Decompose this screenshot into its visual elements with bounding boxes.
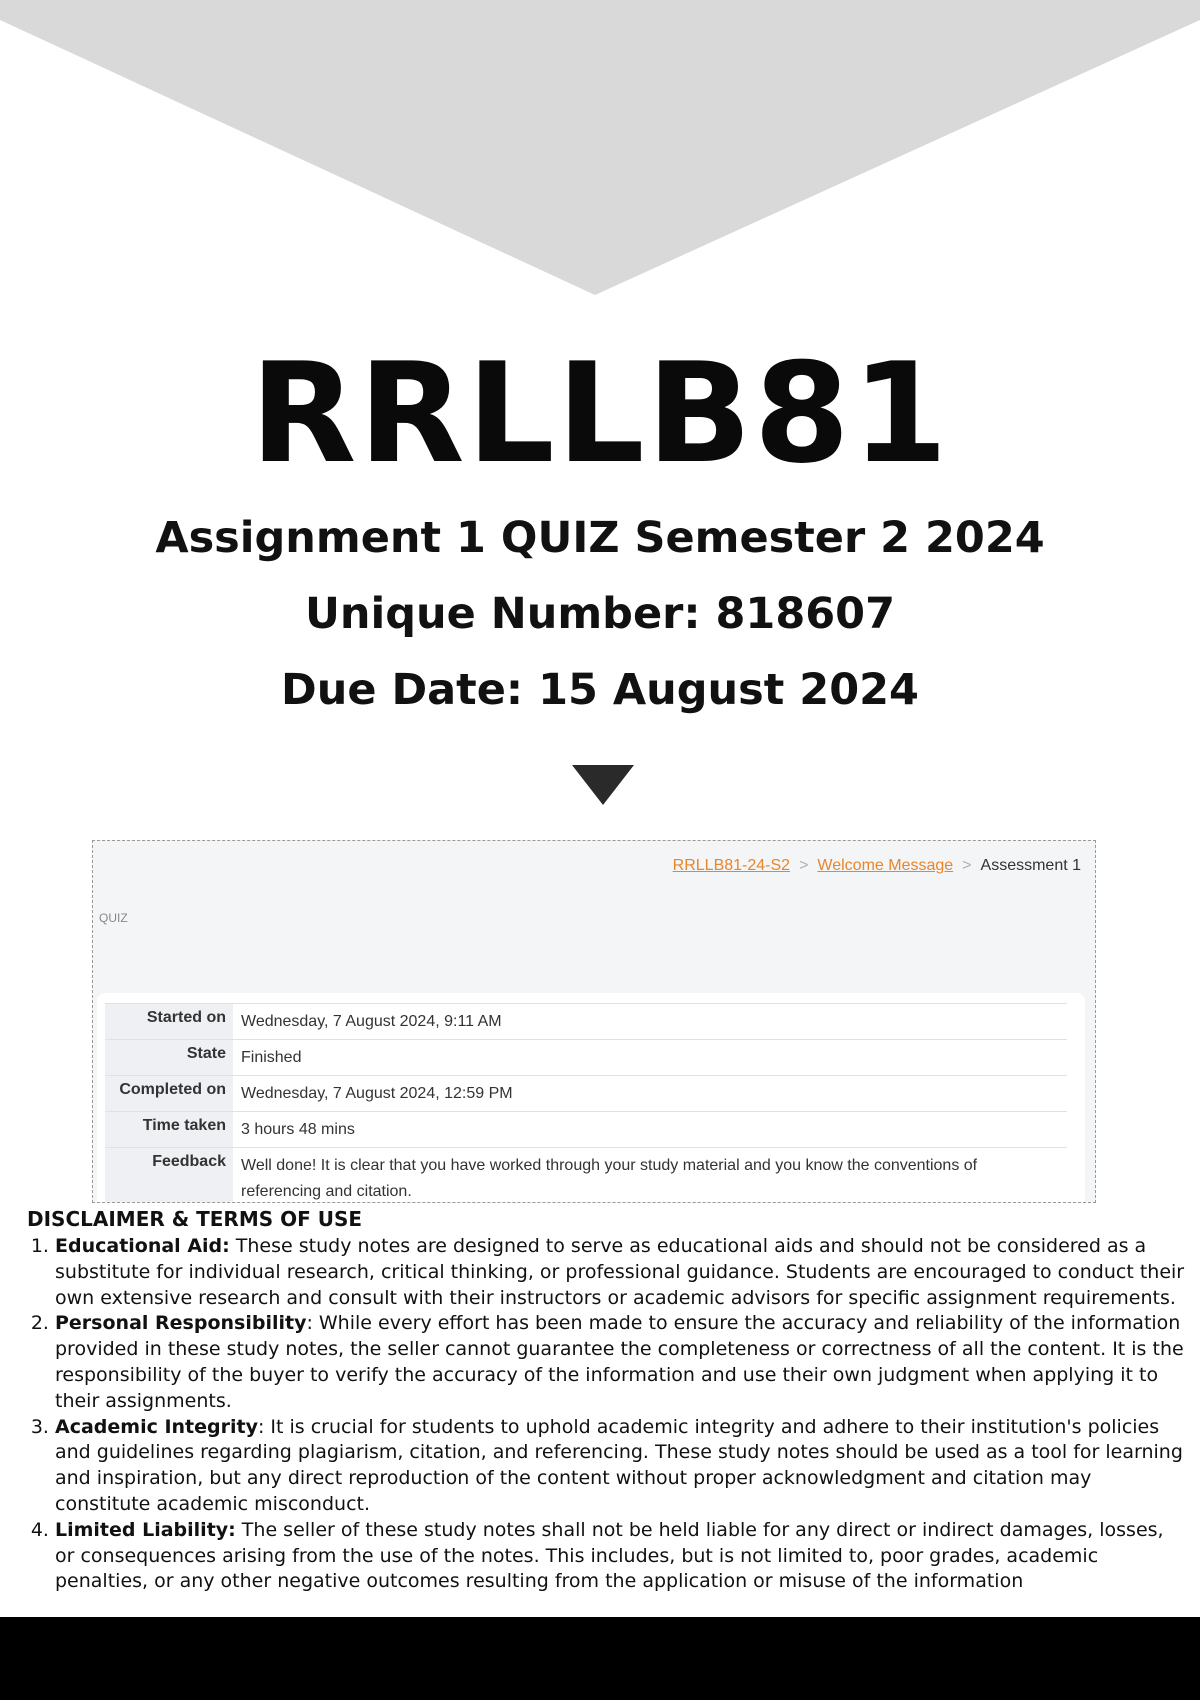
table-row — [105, 1004, 1067, 1040]
breadcrumb-welcome-link[interactable]: Welcome Message — [817, 857, 954, 874]
item-text: : While every effort has been made to ensure the accuracy and reliability of the information provided in these study notes, the seller cannot guarantee the completeness or correctness of all the content. It is the responsibility of the buyer to verify the accuracy of the information and use their own judgment when applying it to their assignments. — [55, 1312, 1184, 1412]
table-row — [105, 1040, 1067, 1076]
due-date: Due Date: 15 August 2024 — [281, 665, 919, 715]
row-label: Time taken — [105, 1112, 233, 1148]
row-value: Wednesday, 7 August 2024, 9:11 AM — [233, 1004, 1067, 1040]
quiz-result-screenshot — [92, 840, 1096, 1203]
item-text: The seller of these study notes shall not be held liable for any direct or indirect damages, losses, or consequences arising from the use of the notes. This includes, but is not limited to, poor grades, academic penalties, or any other negative outcomes resulting from the application or misuse of the information — [55, 1518, 1164, 1593]
disclaimer-list — [17, 1234, 1187, 1595]
table-row — [105, 1076, 1067, 1112]
item-title: Limited Liability: — [55, 1518, 236, 1541]
item-text: These study notes are designed to serve as educational aids and should not be considered as a substitute for individual research, critical thinking, or professional guidance. Students are encouraged to conduct their own extensive research and consult with their instructors or academic advisors for specific assignment requirements. — [55, 1235, 1185, 1309]
row-label: Completed on — [105, 1076, 233, 1112]
table-row — [105, 1148, 1067, 1204]
list-item — [55, 1234, 1187, 1311]
disclaimer-heading: DISCLAIMER & TERMS OF USE — [27, 1207, 363, 1231]
breadcrumb-current: Assessment 1 — [980, 857, 1081, 874]
quiz-tag-label: QUIZ — [99, 911, 128, 925]
item-title: Personal Responsibility — [55, 1312, 307, 1335]
cover-chevron-shape — [0, 0, 1200, 300]
list-item — [55, 1415, 1187, 1518]
row-value: 3 hours 48 mins — [233, 1112, 1067, 1148]
row-label: State — [105, 1040, 233, 1076]
row-label: Started on — [105, 1004, 233, 1040]
item-title: Educational Aid: — [55, 1235, 230, 1257]
item-title: Academic Integrity — [55, 1415, 258, 1438]
chevron-right-icon: > — [799, 857, 809, 874]
course-code-title: RRLLB81 — [250, 333, 950, 494]
chevron-right-icon: > — [962, 857, 972, 874]
attempt-summary-table — [105, 1003, 1067, 1203]
row-value: Wednesday, 7 August 2024, 12:59 PM — [233, 1076, 1067, 1112]
breadcrumb-course-link[interactable]: RRLLB81-24-S2 — [672, 857, 791, 874]
list-item — [55, 1518, 1187, 1595]
row-value: Finished — [233, 1040, 1067, 1076]
arrow-down-icon — [572, 765, 634, 805]
row-value: Well done! It is clear that you have worked through your study material and you know the conventions of referencing and citation. — [233, 1148, 1067, 1204]
disclaimer-section — [17, 1207, 1187, 1595]
unique-number: Unique Number: 818607 — [304, 589, 896, 639]
item-text: : It is crucial for students to uphold academic integrity and adhere to their institution's policies and guidelines regarding plagiarism, citation, and referencing. These study notes should be used as a tool for learning and inspiration, but any direct reproduction of the content without proper acknowledgment and citation may constitute academic misconduct. — [55, 1415, 1183, 1515]
list-item — [55, 1311, 1187, 1414]
footer-bar — [0, 1617, 1200, 1700]
breadcrumb — [673, 857, 1081, 875]
table-row — [105, 1112, 1067, 1148]
assignment-subtitle: Assignment 1 QUIZ Semester 2 2024 — [155, 513, 1045, 563]
attempt-summary-card — [97, 993, 1085, 1203]
row-label: Feedback — [105, 1148, 233, 1204]
